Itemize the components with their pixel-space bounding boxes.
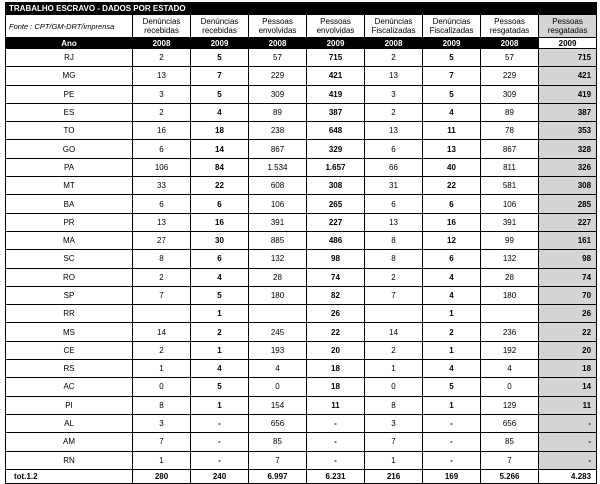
value-cell: 245 (249, 323, 307, 341)
value-cell: 391 (249, 213, 307, 231)
value-cell: 8 (365, 231, 423, 249)
value-cell: 2 (133, 341, 191, 359)
value-cell: 6 (423, 195, 481, 213)
table-row (6, 122, 597, 140)
value-cell: - (191, 451, 249, 469)
total-cell: 169 (423, 469, 481, 483)
value-cell: 715 (539, 49, 597, 67)
value-cell: 7 (133, 433, 191, 451)
value-cell: 84 (191, 158, 249, 176)
value-cell: 0 (133, 378, 191, 396)
value-cell: - (307, 433, 365, 451)
state-cell: PI (6, 396, 133, 414)
value-cell: 309 (249, 85, 307, 103)
value-cell: 4 (191, 360, 249, 378)
table-row (6, 286, 597, 304)
value-cell: 106 (249, 195, 307, 213)
state-cell: ES (6, 103, 133, 121)
value-cell: 2 (133, 49, 191, 67)
value-cell: 16 (133, 122, 191, 140)
value-cell: 285 (539, 195, 597, 213)
total-label: tot.1.2 (6, 469, 133, 483)
state-cell: AL (6, 414, 133, 432)
table-row (6, 360, 597, 378)
value-cell: 85 (481, 433, 539, 451)
value-cell: 74 (307, 268, 365, 286)
value-cell: - (539, 433, 597, 451)
value-cell: 70 (539, 286, 597, 304)
value-cell: 31 (365, 177, 423, 195)
value-cell: 811 (481, 158, 539, 176)
value-cell: 14 (539, 378, 597, 396)
value-cell: 2 (365, 268, 423, 286)
value-cell: - (539, 414, 597, 432)
value-cell: 26 (539, 305, 597, 323)
value-cell: 5 (423, 85, 481, 103)
value-cell: 656 (249, 414, 307, 432)
table-row (6, 177, 597, 195)
table-row (6, 67, 597, 85)
value-cell: 715 (307, 49, 365, 67)
value-cell: 98 (307, 250, 365, 268)
value-cell: 4 (191, 268, 249, 286)
value-cell: - (307, 451, 365, 469)
value-cell: 6 (191, 250, 249, 268)
value-cell: 1 (365, 360, 423, 378)
value-cell: 6 (365, 140, 423, 158)
value-cell: 1.534 (249, 158, 307, 176)
total-cell: 240 (191, 469, 249, 483)
header-cell: Denúncias recebidas (133, 15, 191, 38)
value-cell: 13 (133, 213, 191, 231)
value-cell: 391 (481, 213, 539, 231)
table-row (6, 396, 597, 414)
table-row (6, 341, 597, 359)
value-cell: 7 (481, 451, 539, 469)
value-cell: 57 (249, 49, 307, 67)
value-cell: - (423, 451, 481, 469)
value-cell: 3 (133, 85, 191, 103)
state-cell: RS (6, 360, 133, 378)
source-note: Fonte : CPT/GM-DRT/imprensa (6, 15, 133, 38)
value-cell: 85 (249, 433, 307, 451)
value-cell: 13 (365, 67, 423, 85)
value-cell: 16 (423, 213, 481, 231)
value-cell: 14 (191, 140, 249, 158)
value-cell: 229 (249, 67, 307, 85)
value-cell: 20 (539, 341, 597, 359)
value-cell: 22 (191, 177, 249, 195)
value-cell: - (191, 433, 249, 451)
value-cell: 4 (423, 286, 481, 304)
value-cell: 106 (133, 158, 191, 176)
value-cell: 26 (307, 305, 365, 323)
value-cell: 4 (481, 360, 539, 378)
value-cell: 867 (249, 140, 307, 158)
value-cell: 486 (307, 231, 365, 249)
header-cell: Pessoas envolvidas (307, 15, 365, 38)
year-label: Ano (6, 38, 133, 49)
value-cell: 1 (423, 396, 481, 414)
value-cell: 22 (539, 323, 597, 341)
value-cell: 885 (249, 231, 307, 249)
value-cell: 227 (539, 213, 597, 231)
table-row (6, 49, 597, 67)
table-row (6, 103, 597, 121)
value-cell: 648 (307, 122, 365, 140)
state-cell: MG (6, 67, 133, 85)
state-cell: RJ (6, 49, 133, 67)
header-cell: Pessoas resgatadas (481, 15, 539, 38)
state-cell: RR (6, 305, 133, 323)
value-cell: 1 (423, 341, 481, 359)
value-cell: 0 (481, 378, 539, 396)
value-cell: 1 (191, 396, 249, 414)
table-row (6, 414, 597, 432)
year-cell: 2008 (481, 38, 539, 49)
value-cell: 1 (191, 305, 249, 323)
state-cell: TO (6, 122, 133, 140)
table-row (6, 195, 597, 213)
total-cell: 280 (133, 469, 191, 483)
table-row (6, 451, 597, 469)
value-cell: 5 (423, 378, 481, 396)
value-cell: 421 (307, 67, 365, 85)
value-cell: 28 (481, 268, 539, 286)
value-cell: 98 (539, 250, 597, 268)
value-cell: 608 (249, 177, 307, 195)
value-cell: 2 (365, 49, 423, 67)
value-cell: 8 (133, 250, 191, 268)
state-cell: CE (6, 341, 133, 359)
year-cell: 2009 (307, 38, 365, 49)
value-cell: 6 (133, 195, 191, 213)
value-cell: 3 (365, 414, 423, 432)
value-cell: 238 (249, 122, 307, 140)
value-cell (365, 305, 423, 323)
table-title: TRABALHO ESCRAVO - DADOS POR ESTADO (6, 3, 597, 15)
value-cell: 3 (133, 414, 191, 432)
value-cell: 13 (365, 122, 423, 140)
slave-labor-table (5, 2, 597, 484)
value-cell (133, 305, 191, 323)
table-row (6, 305, 597, 323)
value-cell: 0 (365, 378, 423, 396)
state-cell: RO (6, 268, 133, 286)
value-cell: 5 (191, 378, 249, 396)
title-row (6, 3, 597, 15)
value-cell: 4 (191, 103, 249, 121)
year-cell: 2008 (249, 38, 307, 49)
value-cell: - (539, 451, 597, 469)
state-cell: SC (6, 250, 133, 268)
value-cell: 421 (539, 67, 597, 85)
value-cell: 7 (423, 67, 481, 85)
value-cell: 4 (423, 268, 481, 286)
value-cell: 20 (307, 341, 365, 359)
total-cell: 216 (365, 469, 423, 483)
value-cell: 6 (191, 195, 249, 213)
total-row (6, 469, 597, 483)
value-cell: 27 (133, 231, 191, 249)
value-cell: 7 (249, 451, 307, 469)
value-cell: 6 (423, 250, 481, 268)
table-row (6, 378, 597, 396)
value-cell: 4 (423, 360, 481, 378)
value-cell: 82 (307, 286, 365, 304)
value-cell: 7 (365, 433, 423, 451)
value-cell: 74 (539, 268, 597, 286)
value-cell: 229 (481, 67, 539, 85)
value-cell: 89 (249, 103, 307, 121)
value-cell: 13 (365, 213, 423, 231)
value-cell: 1 (423, 305, 481, 323)
value-cell: 419 (307, 85, 365, 103)
value-cell: 78 (481, 122, 539, 140)
value-cell: 12 (423, 231, 481, 249)
table-row (6, 433, 597, 451)
state-cell: PA (6, 158, 133, 176)
value-cell: 14 (365, 323, 423, 341)
state-cell: PE (6, 85, 133, 103)
header-cell: Denúncias recebidas (191, 15, 249, 38)
value-cell: 0 (249, 378, 307, 396)
value-cell: 8 (365, 396, 423, 414)
table-row (6, 231, 597, 249)
value-cell: 2 (133, 268, 191, 286)
table-row (6, 213, 597, 231)
value-cell: 5 (423, 49, 481, 67)
state-cell: MT (6, 177, 133, 195)
value-cell: 193 (249, 341, 307, 359)
value-cell: 8 (133, 396, 191, 414)
year-row (6, 38, 597, 49)
total-cell: 6.997 (249, 469, 307, 483)
total-cell: 6.231 (307, 469, 365, 483)
table-row (6, 323, 597, 341)
state-cell: GO (6, 140, 133, 158)
value-cell: 7 (133, 286, 191, 304)
value-cell: 180 (249, 286, 307, 304)
value-cell: 2 (365, 341, 423, 359)
year-cell: 2009 (191, 38, 249, 49)
header-cell: Pessoas envolvidas (249, 15, 307, 38)
state-cell: PR (6, 213, 133, 231)
value-cell: 1 (133, 451, 191, 469)
value-cell: 11 (307, 396, 365, 414)
value-cell: 4 (423, 103, 481, 121)
value-cell: 387 (307, 103, 365, 121)
header-cell: Pessoas resgatadas (539, 15, 597, 38)
value-cell: 581 (481, 177, 539, 195)
value-cell: 353 (539, 122, 597, 140)
value-cell: 18 (307, 360, 365, 378)
value-cell: 14 (133, 323, 191, 341)
table-row (6, 250, 597, 268)
state-cell: AM (6, 433, 133, 451)
state-cell: MS (6, 323, 133, 341)
value-cell: 4 (249, 360, 307, 378)
value-cell: 1.657 (307, 158, 365, 176)
value-cell: 132 (481, 250, 539, 268)
state-cell: RN (6, 451, 133, 469)
value-cell: 18 (307, 378, 365, 396)
value-cell: - (307, 414, 365, 432)
value-cell: 419 (539, 85, 597, 103)
value-cell: 1 (365, 451, 423, 469)
value-cell: 328 (539, 140, 597, 158)
value-cell: 30 (191, 231, 249, 249)
value-cell: 2 (423, 323, 481, 341)
value-cell: 106 (481, 195, 539, 213)
total-cell: 5.266 (481, 469, 539, 483)
value-cell: 5 (191, 49, 249, 67)
value-cell: 192 (481, 341, 539, 359)
value-cell: 99 (481, 231, 539, 249)
value-cell: - (423, 433, 481, 451)
table-row (6, 85, 597, 103)
value-cell: 308 (539, 177, 597, 195)
value-cell: 867 (481, 140, 539, 158)
value-cell: 6 (133, 140, 191, 158)
value-cell: 3 (365, 85, 423, 103)
value-cell: 11 (539, 396, 597, 414)
value-cell: 129 (481, 396, 539, 414)
table-row (6, 140, 597, 158)
year-cell: 2009 (423, 38, 481, 49)
value-cell (481, 305, 539, 323)
year-cell: 2008 (133, 38, 191, 49)
value-cell: 2 (365, 103, 423, 121)
value-cell: 265 (307, 195, 365, 213)
value-cell: 18 (539, 360, 597, 378)
value-cell: 387 (539, 103, 597, 121)
year-cell: 2009 (539, 38, 597, 49)
header-cell: Denúncias Fiscalizadas (365, 15, 423, 38)
header-row (6, 15, 597, 38)
value-cell: 161 (539, 231, 597, 249)
value-cell: 22 (307, 323, 365, 341)
value-cell: 326 (539, 158, 597, 176)
value-cell: 2 (191, 323, 249, 341)
state-cell: BA (6, 195, 133, 213)
value-cell: - (423, 414, 481, 432)
value-cell: 5 (191, 286, 249, 304)
value-cell: 8 (365, 250, 423, 268)
value-cell: 40 (423, 158, 481, 176)
value-cell: 57 (481, 49, 539, 67)
value-cell: 18 (191, 122, 249, 140)
value-cell: 13 (133, 67, 191, 85)
value-cell (249, 305, 307, 323)
value-cell: 1 (133, 360, 191, 378)
value-cell: 11 (423, 122, 481, 140)
value-cell: 6 (365, 195, 423, 213)
value-cell: 5 (191, 85, 249, 103)
value-cell: 227 (307, 213, 365, 231)
state-cell: SP (6, 286, 133, 304)
value-cell: 66 (365, 158, 423, 176)
value-cell: 33 (133, 177, 191, 195)
value-cell: 28 (249, 268, 307, 286)
value-cell: 329 (307, 140, 365, 158)
value-cell: 132 (249, 250, 307, 268)
year-cell: 2008 (365, 38, 423, 49)
state-cell: MA (6, 231, 133, 249)
value-cell: 180 (481, 286, 539, 304)
header-cell: Denúncias Fiscalizadas (423, 15, 481, 38)
value-cell: 2 (133, 103, 191, 121)
value-cell: 16 (191, 213, 249, 231)
value-cell: 13 (423, 140, 481, 158)
state-cell: AC (6, 378, 133, 396)
value-cell: - (191, 414, 249, 432)
value-cell: 236 (481, 323, 539, 341)
total-cell: 4.283 (539, 469, 597, 483)
value-cell: 154 (249, 396, 307, 414)
value-cell: 89 (481, 103, 539, 121)
value-cell: 1 (191, 341, 249, 359)
value-cell: 7 (191, 67, 249, 85)
value-cell: 309 (481, 85, 539, 103)
value-cell: 308 (307, 177, 365, 195)
table-row (6, 158, 597, 176)
value-cell: 656 (481, 414, 539, 432)
value-cell: 22 (423, 177, 481, 195)
value-cell: 7 (365, 286, 423, 304)
table-row (6, 268, 597, 286)
